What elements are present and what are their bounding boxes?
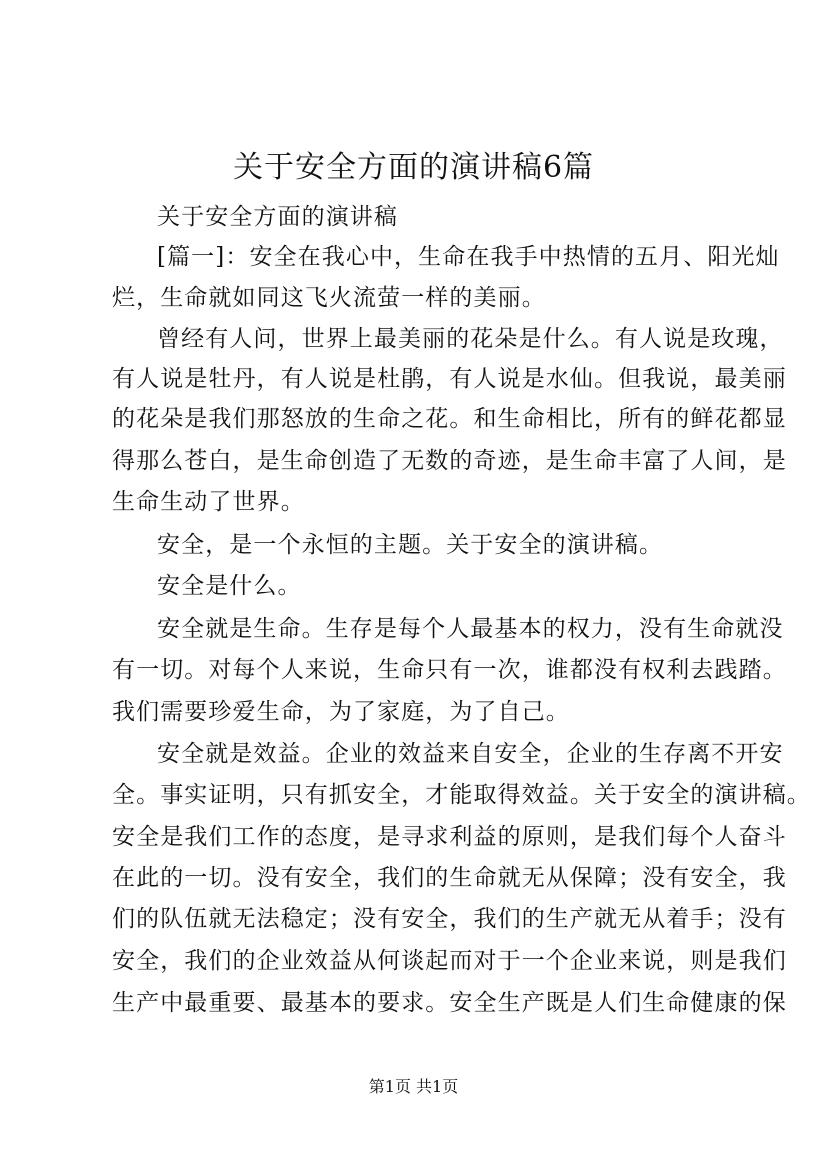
paragraph-line: 安全是我们工作的态度，是寻求利益的原则，是我们每个人奋斗 [112, 824, 787, 850]
subtitle-line: 关于安全方面的演讲稿 [157, 204, 398, 230]
paragraph-line: 生产中最重要、最基本的要求。安全生产既是人们生命健康的保 [112, 990, 787, 1016]
paragraph-line: [篇一]：安全在我心中，生命在我手中热情的五月、阳光灿 [157, 244, 780, 270]
paragraph-line: 们的队伍就无法稳定；没有安全，我们的生产就无从着手；没有 [112, 906, 787, 932]
paragraph-line: 安全，我们的企业效益从何谈起而对于一个企业来说，则是我们 [112, 948, 787, 974]
page-footer: 第1页 共1页 [368, 1077, 459, 1096]
paragraph-line: 生命生动了世界。 [112, 489, 305, 515]
document-title: 关于安全方面的演讲稿6篇 [232, 150, 595, 185]
paragraph-line: 烂，生命就如同这飞火流萤一样的美丽。 [112, 285, 546, 311]
paragraph-line: 得那么苍白，是生命创造了无数的奇迹，是生命丰富了人间，是 [112, 448, 787, 474]
paragraph-line: 有人说是牡丹，有人说是杜鹃，有人说是水仙。但我说，最美丽 [112, 366, 787, 392]
paragraph-line: 在此的一切。没有安全，我们的生命就无从保障；没有安全，我 [112, 865, 787, 891]
paragraph-line: 安全就是效益。企业的效益来自安全，企业的生存离不开安 [157, 741, 784, 767]
paragraph-line: 我们需要珍爱生命，为了家庭，为了自己。 [112, 699, 570, 725]
paragraph-line: 安全，是一个永恒的主题。关于安全的演讲稿。 [157, 532, 664, 558]
paragraph-line: 安全就是生命。生存是每个人最基本的权力，没有生命就没 [157, 616, 784, 642]
paragraph-line: 曾经有人问，世界上最美丽的花朵是什么。有人说是玫瑰， [157, 326, 784, 352]
paragraph-line: 全。事实证明，只有抓安全，才能取得效益。关于安全的演讲稿。 [112, 782, 811, 808]
paragraph-line: 有一切。对每个人来说，生命只有一次，谁都没有权利去践踏。 [112, 657, 787, 683]
paragraph-line: 安全是什么。 [157, 573, 302, 599]
paragraph-line: 的花朵是我们那怒放的生命之花。和生命相比，所有的鲜花都显 [112, 406, 787, 432]
